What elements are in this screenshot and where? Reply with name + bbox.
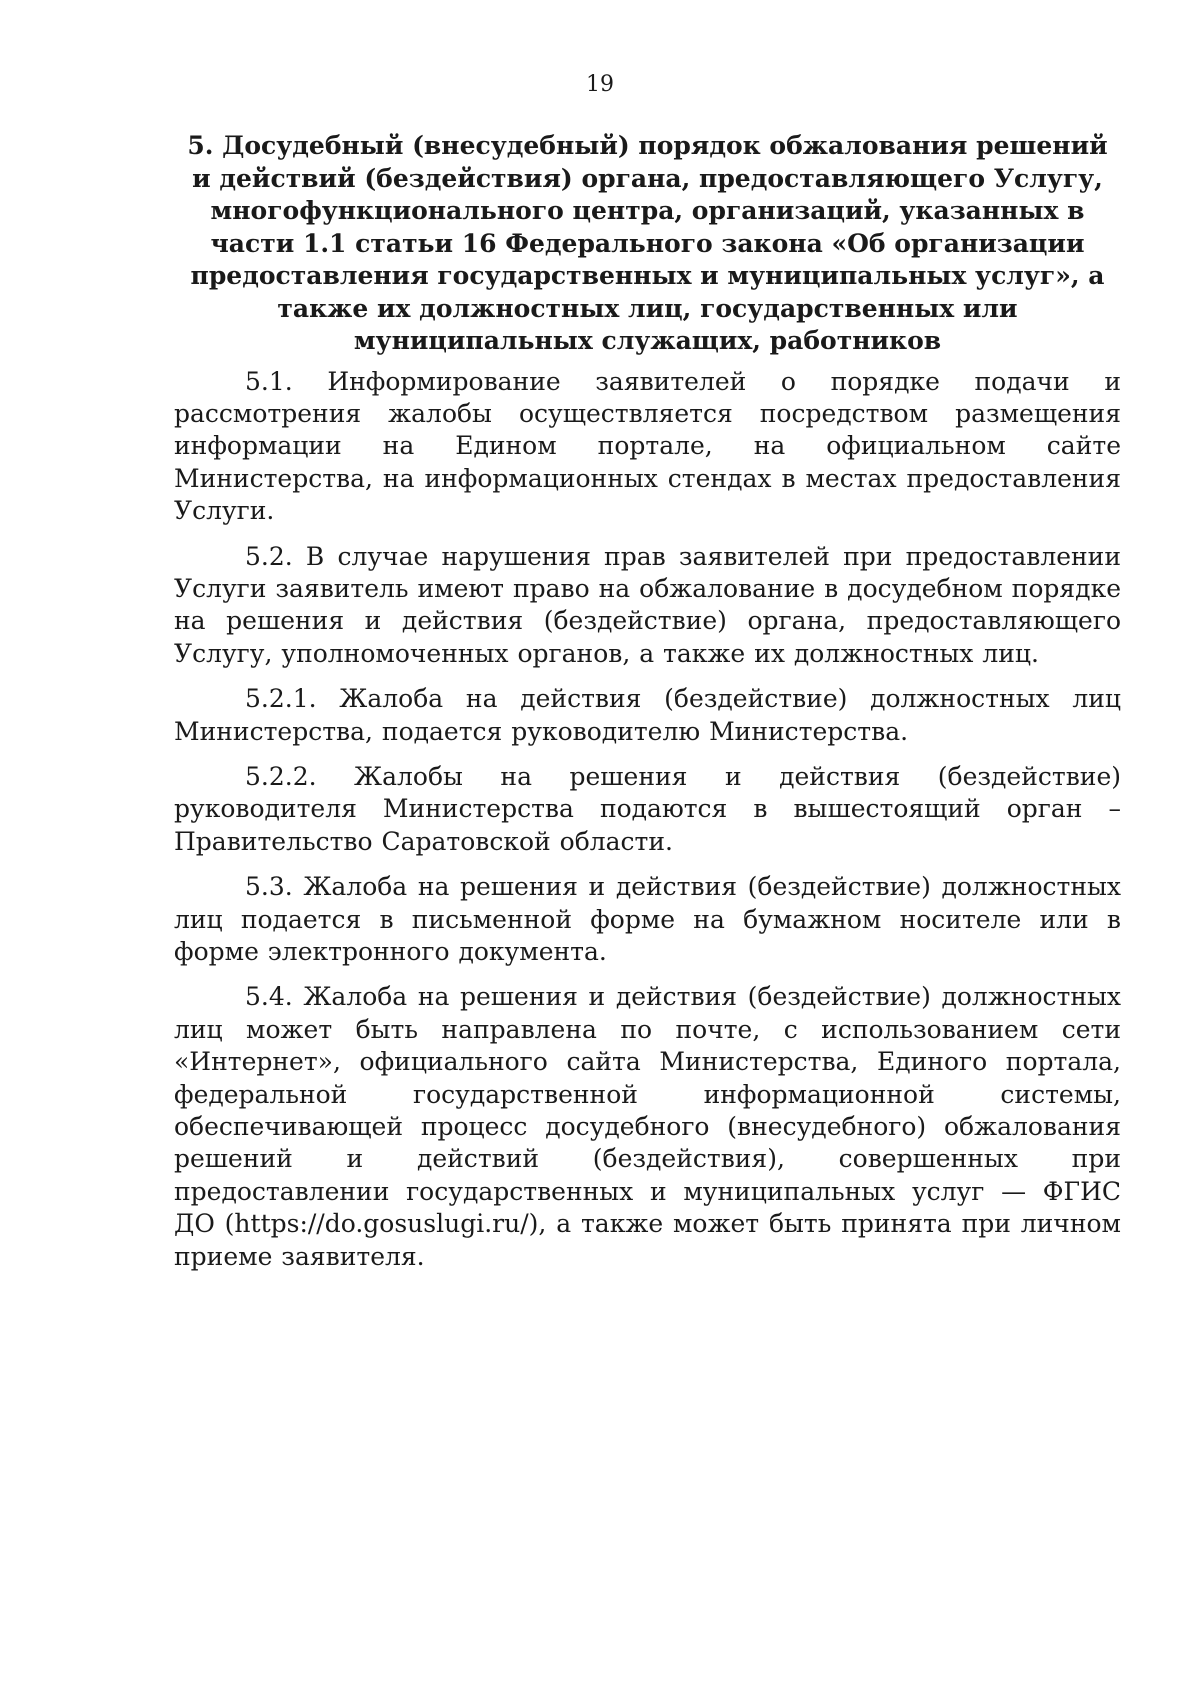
paragraph-5-2-2: 5.2.2. Жалобы на решения и действия (бездействие) руководителя Министерства подаются в вышестоящий орган – Правительство Саратовской области. bbox=[174, 761, 1121, 856]
section-heading: 5. Досудебный (внесудебный) порядок обжалования решений и действий (бездействия) органа, предоставляющего Услугу, многофункционального центра, организаций, указанных в части 1.1 статьи 16 Федерального закона «Об организации предоставления государственных и муниципальных услуг», а также их должностных лиц, государственных или муниципальных служащих, работников bbox=[187, 131, 1108, 355]
document-content bbox=[174, 130, 1121, 1286]
paragraph-5-2: 5.2. В случае нарушения прав заявителей при предоставлении Услуги заявитель имеют право на обжалование в досудебном порядке на решения и действия (бездействие) органа, предоставляющего Услугу, уполномоченных органов, а также их должностных лиц. bbox=[174, 541, 1121, 668]
paragraph-5-3: 5.3. Жалоба на решения и действия (бездействие) должностных лиц подается в письменной форме на бумажном носителе или в форме электронного документа. bbox=[174, 872, 1121, 966]
page-number: 19 bbox=[586, 72, 614, 97]
paragraph-5-4: 5.4. Жалоба на решения и действия (бездействие) должностных лиц может быть направлена по почте, с использованием сети «Интернет», официального сайта Министерства, Единого портала, федеральной государственной информационной системы, обеспечивающей процесс досудебного (внесудебного) обжалования решений и действий (бездействия), совершенных при предоставлении государственных и муниципальных услуг — ФГИС ДО (https://do.gosuslugi.ru/), а также может быть принята при личном приеме заявителя. bbox=[174, 982, 1121, 1271]
paragraph-5-2-1: 5.2.1. Жалоба на действия (бездействие) должностных лиц Министерства, подается руководителю Министерства. bbox=[174, 684, 1121, 746]
paragraph-5-1: 5.1. Информирование заявителей о порядке подачи и рассмотрения жалобы осуществляется посредством размещения информации на Едином портале, на официальном сайте Министерства, на информационных стендах в местах предоставления Услуги. bbox=[174, 366, 1121, 526]
